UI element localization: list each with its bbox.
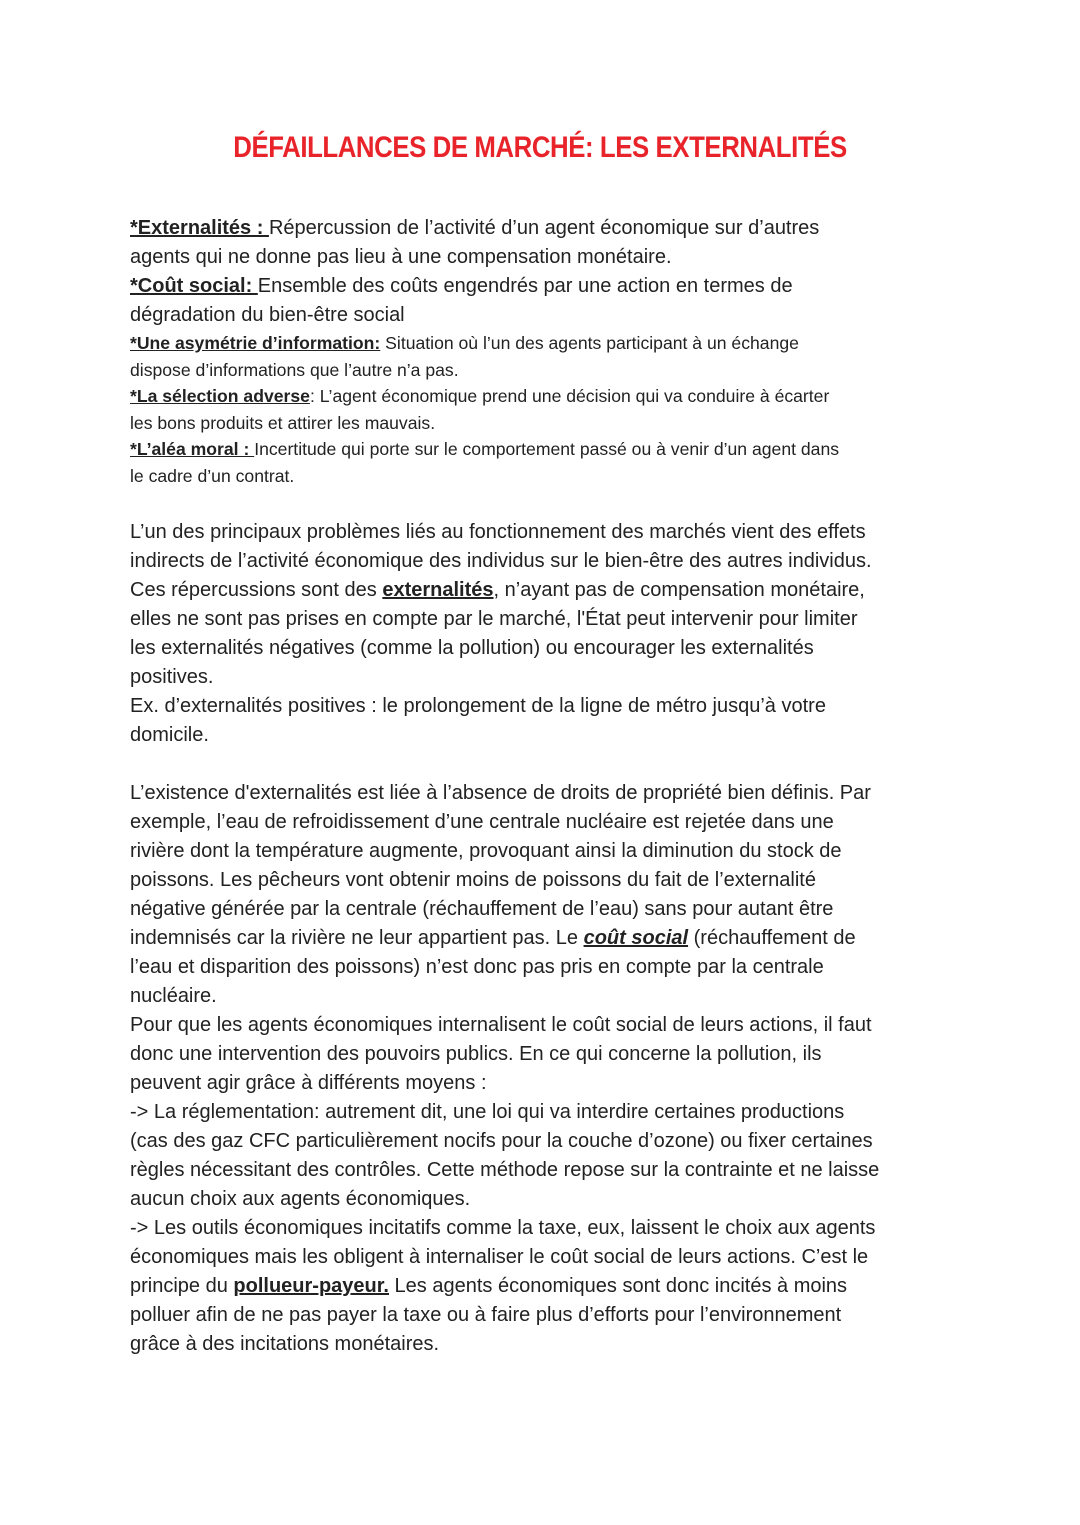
text-line: règles nécessitant des contrôles. Cette méthode repose sur la contrainte et ne laisse [130, 1159, 880, 1181]
definition-term: *La sélection adverse [130, 386, 310, 406]
text-span: indemnisés car la rivière ne leur appartient pas. Le [130, 927, 584, 949]
definitions-section [130, 214, 960, 489]
text-line: polluer afin de ne pas payer la taxe ou à faire plus d’efforts pour l’environnement [130, 1304, 842, 1326]
page-title: DÉFAILLANCES DE MARCHÉ: LES EXTERNALITÉS [233, 131, 847, 164]
text-line: rivière dont la température augmente, provoquant ainsi la diminution du stock de [130, 840, 842, 862]
text-line: aucun choix aux agents économiques. [130, 1188, 471, 1210]
keyword-cout-social: coût social [583, 927, 689, 949]
text-line: donc une intervention des pouvoirs publics. En ce qui concerne la pollution, ils [130, 1043, 822, 1065]
text-line: peuvent agir grâce à différents moyens : [130, 1072, 487, 1094]
definition-text-line: dégradation du bien-être social [130, 304, 405, 326]
text-line: Pour que les agents économiques internalisent le coût social de leurs actions, il faut [130, 1014, 872, 1036]
definition-term: *Externalités : [130, 217, 269, 239]
definition-text-line: agents qui ne donne pas lieu à une compensation monétaire. [130, 246, 672, 268]
text-line: -> Les outils économiques incitatifs comme la taxe, eux, laissent le choix aux agents [130, 1217, 876, 1239]
document-body [130, 214, 960, 1359]
definition-text: Situation où l’un des agents participant à un échange [380, 333, 799, 353]
text-line: exemple, l’eau de refroidissement d’une centrale nucléaire est rejetée dans une [130, 811, 834, 833]
text-line: -> La réglementation: autrement dit, une loi qui va interdire certaines productions [130, 1101, 845, 1123]
keyword-externalites: externalités [382, 579, 494, 601]
spacer [130, 750, 960, 779]
text-line: L’un des principaux problèmes liés au fonctionnement des marchés vient des effets [130, 521, 866, 543]
text-line: les externalités négatives (comme la pollution) ou encourager les externalités [130, 637, 814, 659]
definition-externalites [130, 214, 960, 243]
definition-alea-moral [130, 436, 960, 463]
spacer [130, 489, 960, 518]
keyword-pollueur-payeur: pollueur-payeur. [233, 1275, 389, 1297]
definition-term: *L’aléa moral : [130, 439, 255, 459]
definition-text: Ensemble des coûts engendrés par une action en termes de [257, 275, 793, 297]
text-line [130, 924, 960, 953]
text-line: elles ne sont pas prises en compte par le marché, l'État peut intervenir pour limiter [130, 608, 858, 630]
definition-text-line: dispose d’informations que l’autre n’a pas. [130, 359, 459, 380]
definition-text: Répercussion de l’activité d’un agent économique sur d’autres [268, 217, 820, 239]
text-line: économiques mais les obligent à internaliser le coût social de leurs actions. C’est le [130, 1246, 869, 1268]
definition-text-line: le cadre d’un contrat. [130, 465, 295, 486]
text-line: nucléaire. [130, 985, 217, 1007]
text-line: poissons. Les pêcheurs vont obtenir moins de poissons du fait de l’externalité [130, 869, 816, 891]
text-line: l’eau et disparition des poissons) n’est donc pas pris en compte par la centrale [130, 956, 824, 978]
text-span: , n’ayant pas de compensation monétaire, [493, 579, 865, 601]
text-line: (cas des gaz CFC particulièrement nocifs pour la couche d’ozone) ou fixer certaines [130, 1130, 873, 1152]
definition-selection-adverse [130, 383, 960, 410]
definition-asymetrie [130, 330, 960, 357]
text-line: grâce à des incitations monétaires. [130, 1333, 440, 1355]
text-line: positives. [130, 666, 214, 688]
definition-text: : L’agent économique prend une décision qui va conduire à écarter [309, 386, 830, 406]
paragraph-externalites [130, 518, 960, 750]
text-line [130, 576, 960, 605]
definition-term: *Une asymétrie d’information: [130, 333, 381, 353]
definition-text: Incertitude qui porte sur le comportement passé ou à venir d’un agent dans [254, 439, 840, 459]
text-line: indirects de l’activité économique des individus sur le bien-être des autres individus. [130, 550, 872, 572]
paragraph-droits-propriete [130, 779, 960, 1359]
text-line: négative générée par la centrale (réchauffement de l’eau) sans pour autant être [130, 898, 834, 920]
text-span: Ces répercussions sont des [130, 579, 383, 601]
definition-cout-social [130, 272, 960, 301]
text-line: domicile. [130, 724, 209, 746]
definition-term: *Coût social: [130, 275, 258, 297]
definition-text-line: les bons produits et attirer les mauvais. [130, 412, 436, 433]
text-span: (réchauffement de [688, 927, 856, 949]
text-line [130, 1272, 960, 1301]
text-span: principe du [130, 1275, 234, 1297]
text-line: L’existence d'externalités est liée à l’absence de droits de propriété bien définis. Par [130, 782, 871, 804]
text-span: Les agents économiques sont donc incités à moins [389, 1275, 848, 1297]
text-line: Ex. d’externalités positives : le prolongement de la ligne de métro jusqu’à votre [130, 695, 826, 717]
